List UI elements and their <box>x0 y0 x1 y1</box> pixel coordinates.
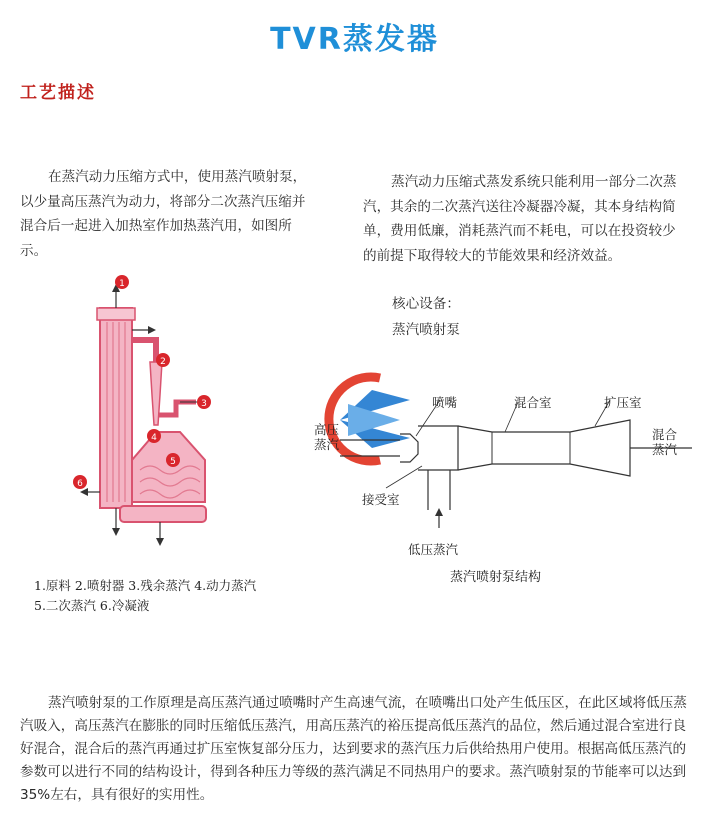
summary-paragraph: 蒸汽动力压缩式蒸发系统只能利用一部分二次蒸汽，其余的二次蒸汽送往冷凝器冷凝，其本身结构简单，费用低廉，消耗蒸汽而不耗电，可以在投资较少的前提下取得较大的节能效果和经济效益。 <box>363 174 677 264</box>
column-top-flange <box>97 308 135 320</box>
label-mixed-steam-1: 混合 <box>652 427 678 442</box>
pump-body <box>458 420 630 476</box>
heating-column <box>100 308 132 508</box>
marker-5: 5 <box>170 457 176 467</box>
marker-6: 6 <box>77 479 83 489</box>
core-equipment-value: 蒸汽喷射泵 <box>392 322 460 338</box>
company-logo-watermark <box>329 377 410 461</box>
pump-diagram-caption: 蒸汽喷射泵结构 <box>450 570 542 585</box>
marker-4: 4 <box>151 433 157 443</box>
marker-3: 3 <box>201 399 207 409</box>
working-principle-paragraph: 蒸汽喷射泵的工作原理是高压蒸汽通过喷嘴时产生高速气流，在喷嘴出口处产生低压区，在此区域将低压蒸汽吸入，高压蒸汽在膨胀的同时压缩低压蒸汽，用高压蒸汽的裕压提高低压蒸汽的品位，然后通过混合室进行良好混合，混合后的蒸汽再通过扩压室恢复部分压力，达到要求的蒸汽压力后供给热用户使用。根据高低压蒸汽的参数可以进行不同的结构设计，得到各种压力等级的蒸汽满足不同热用户的要求。蒸汽喷射泵的节能率可以达到35%左右，具有很好的实用性。 <box>20 695 687 803</box>
label-mixing-chamber: 混合室 <box>514 395 552 410</box>
vapor-pipe <box>132 340 156 362</box>
steam-jet-pump-diagram <box>300 360 700 560</box>
label-diffuser: 扩压室 <box>604 395 642 410</box>
page-title: TVR蒸发器 <box>270 22 439 57</box>
label-high-pressure-2: 蒸汽 <box>314 437 340 452</box>
label-mixed-steam-2: 蒸汽 <box>652 442 678 457</box>
evaporator-diagram <box>60 270 260 570</box>
intro-paragraph: 在蒸汽动力压缩方式中，使用蒸汽喷射泵，以少量高压蒸汽为动力，将部分二次蒸汽压缩并混合后一起进入加热室作加热蒸汽用，如图所示。 <box>20 169 307 259</box>
core-equipment-label: 核心设备： <box>392 296 460 312</box>
label-nozzle: 喷嘴 <box>432 395 458 410</box>
label-high-pressure-1: 高压 <box>314 422 340 437</box>
legend-line-1: 1.原料 2.喷射器 3.残余蒸汽 4.动力蒸汽 <box>34 578 257 593</box>
marker-1: 1 <box>119 279 125 289</box>
label-low-pressure-steam: 低压蒸汽 <box>408 542 459 557</box>
label-receiving-chamber: 接受室 <box>362 492 400 507</box>
marker-2: 2 <box>160 357 166 367</box>
legend-line-2: 5.二次蒸汽 6.冷凝液 <box>34 598 150 613</box>
section-heading: 工艺描述 <box>20 83 96 103</box>
receiving-chamber <box>418 426 458 470</box>
